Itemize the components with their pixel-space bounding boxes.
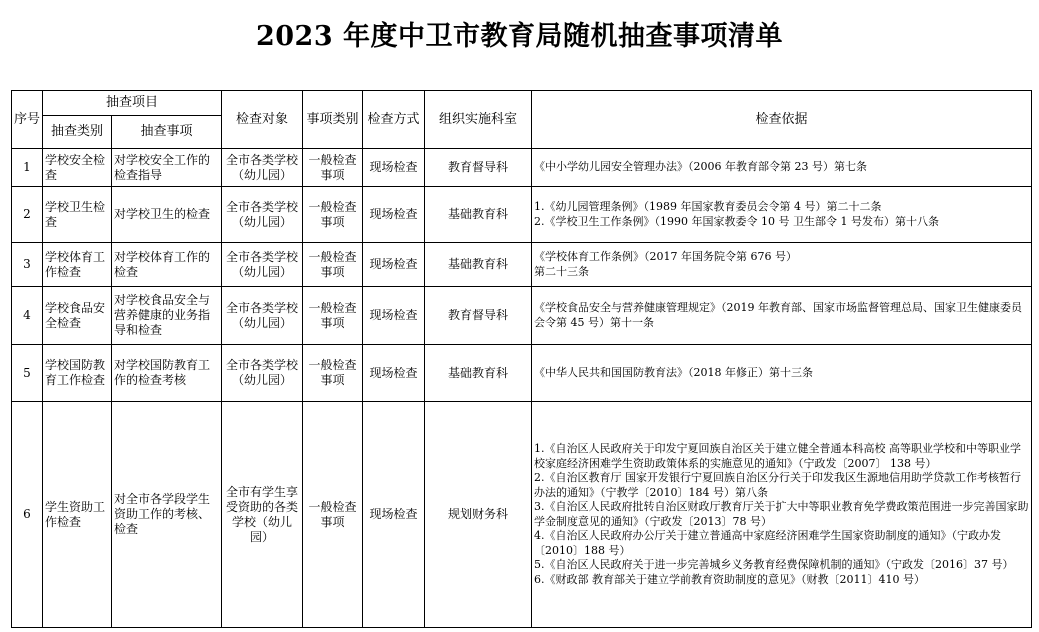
cell-category: 学校食品安全检查 [43, 287, 112, 345]
cell-matter: 对学校安全工作的检查指导 [112, 149, 222, 187]
basis-item: 4.《自治区人民政府办公厅关于建立普通高中家庭经济困难学生国家资助制度的通知》（宁政办发〔2010〕188 号） [534, 529, 1002, 557]
header-target: 检查对象 [222, 91, 303, 149]
cell-basis [532, 345, 1032, 402]
cell-dept: 基础教育科 [425, 243, 532, 287]
cell-method: 现场检查 [363, 345, 425, 402]
cell-seq: 3 [12, 243, 43, 287]
cell-category: 学校卫生检查 [43, 187, 112, 243]
cell-target: 全市各类学校（幼儿园） [222, 287, 303, 345]
inspection-table [11, 90, 1032, 628]
cell-dept: 规划财务科 [425, 402, 532, 628]
header-check-item: 抽查项目 [43, 91, 222, 116]
header-basis: 检查依据 [532, 91, 1032, 149]
cell-target: 全市有学生享受资助的各类学校（幼儿园） [222, 402, 303, 628]
header-dept: 组织实施科室 [425, 91, 532, 149]
cell-matter: 对学校国防教育工作的检查考核 [112, 345, 222, 402]
cell-matter: 对全市各学段学生资助工作的考核、检查 [112, 402, 222, 628]
cell-matter: 对学校体育工作的检查 [112, 243, 222, 287]
table-row [12, 287, 1032, 345]
cell-seq: 1 [12, 149, 43, 187]
header-matter: 抽查事项 [112, 116, 222, 149]
cell-dept: 基础教育科 [425, 187, 532, 243]
cell-matter: 对学校食品安全与营养健康的业务指导和检查 [112, 287, 222, 345]
cell-category: 学校国防教育工作检查 [43, 345, 112, 402]
cell-matter: 对学校卫生的检查 [112, 187, 222, 243]
cell-type: 一般检查事项 [303, 243, 363, 287]
cell-type: 一般检查事项 [303, 187, 363, 243]
page-title: 2023 年度中卫市教育局随机抽查事项清单 [255, 21, 784, 52]
basis-item: 1.《幼儿园管理条例》（1989 年国家教育委员会令第 4 号）第二十二条 [534, 200, 882, 213]
cell-dept: 教育督导科 [425, 287, 532, 345]
cell-method: 现场检查 [363, 402, 425, 628]
basis-item: 《中小学幼儿园安全管理办法》（2006 年教育部令第 23 号）第七条 [534, 160, 867, 174]
cell-target: 全市各类学校（幼儿园） [222, 243, 303, 287]
table-row [12, 149, 1032, 187]
cell-type: 一般检查事项 [303, 345, 363, 402]
cell-method: 现场检查 [363, 243, 425, 287]
cell-basis [532, 243, 1032, 287]
basis-item: 《中华人民共和国国防教育法》（2018 年修正）第十三条 [534, 365, 814, 379]
cell-seq: 4 [12, 287, 43, 345]
table-row [12, 402, 1032, 628]
cell-dept: 基础教育科 [425, 345, 532, 402]
cell-category: 学校体育工作检查 [43, 243, 112, 287]
cell-type: 一般检查事项 [303, 149, 363, 187]
table-row [12, 187, 1032, 243]
basis-item: 2.《学校卫生工作条例》（1990 年国家教委令 10 号 卫生部令 1 号发布）第十八条 [534, 214, 939, 228]
cell-target: 全市各类学校（幼儿园） [222, 345, 303, 402]
cell-method: 现场检查 [363, 187, 425, 243]
basis-item: 《学校食品安全与营养健康管理规定》（2019 年教育部、国家市场监督管理总局、国家卫生健康委员会令第 45 号）第十一条 [534, 301, 1023, 329]
cell-method: 现场检查 [363, 149, 425, 187]
header-method: 检查方式 [363, 91, 425, 149]
basis-item: 1.《自治区人民政府关于印发宁夏回族自治区关于建立健全普通本科高校 高等职业学校和中等职业学校家庭经济困难学生资助政策体系的实施意见的通知》（宁政发〔2007〕 138 号） [534, 442, 1022, 470]
basis-item: 5.《自治区人民政府关于进一步完善城乡义务教育经费保障机制的通知》（宁政发〔2016〕37 号） [534, 558, 1014, 571]
cell-seq: 6 [12, 402, 43, 628]
cell-category: 学校安全检查 [43, 149, 112, 187]
cell-basis [532, 287, 1032, 345]
cell-basis [532, 402, 1032, 628]
basis-item: 第二十三条 [534, 264, 590, 278]
cell-method: 现场检查 [363, 287, 425, 345]
basis-item: 《学校体育工作条例》（2017 年国务院令第 676 号） [534, 250, 797, 263]
cell-basis [532, 149, 1032, 187]
cell-target: 全市各类学校（幼儿园） [222, 187, 303, 243]
basis-item: 6.《财政部 教育部关于建立学前教育资助制度的意见》（财教〔2011〕410 号） [534, 572, 925, 586]
table-row [12, 345, 1032, 402]
cell-category: 学生资助工作检查 [43, 402, 112, 628]
cell-type: 一般检查事项 [303, 402, 363, 628]
cell-basis [532, 187, 1032, 243]
cell-type: 一般检查事项 [303, 287, 363, 345]
basis-item: 2.《自治区教育厅 国家开发银行宁夏回族自治区分行关于印发我区生源地信用助学贷款工作考核暂行办法的通知》（宁教学〔2010〕184 号）第八条 [534, 471, 1022, 499]
cell-target: 全市各类学校（幼儿园） [222, 149, 303, 187]
table-row [12, 243, 1032, 287]
basis-item: 3.《自治区人民政府批转自治区财政厅教育厅关于扩大中等职业教育免学费政策范围进一步完善国家助学金制度意见的通知》（宁政发〔2013〕78 号） [534, 500, 1029, 528]
header-category: 抽查类别 [43, 116, 112, 149]
header-type: 事项类别 [303, 91, 363, 149]
cell-dept: 教育督导科 [425, 149, 532, 187]
cell-seq: 5 [12, 345, 43, 402]
cell-seq: 2 [12, 187, 43, 243]
header-seq: 序号 [12, 91, 43, 149]
table-body [12, 149, 1032, 628]
